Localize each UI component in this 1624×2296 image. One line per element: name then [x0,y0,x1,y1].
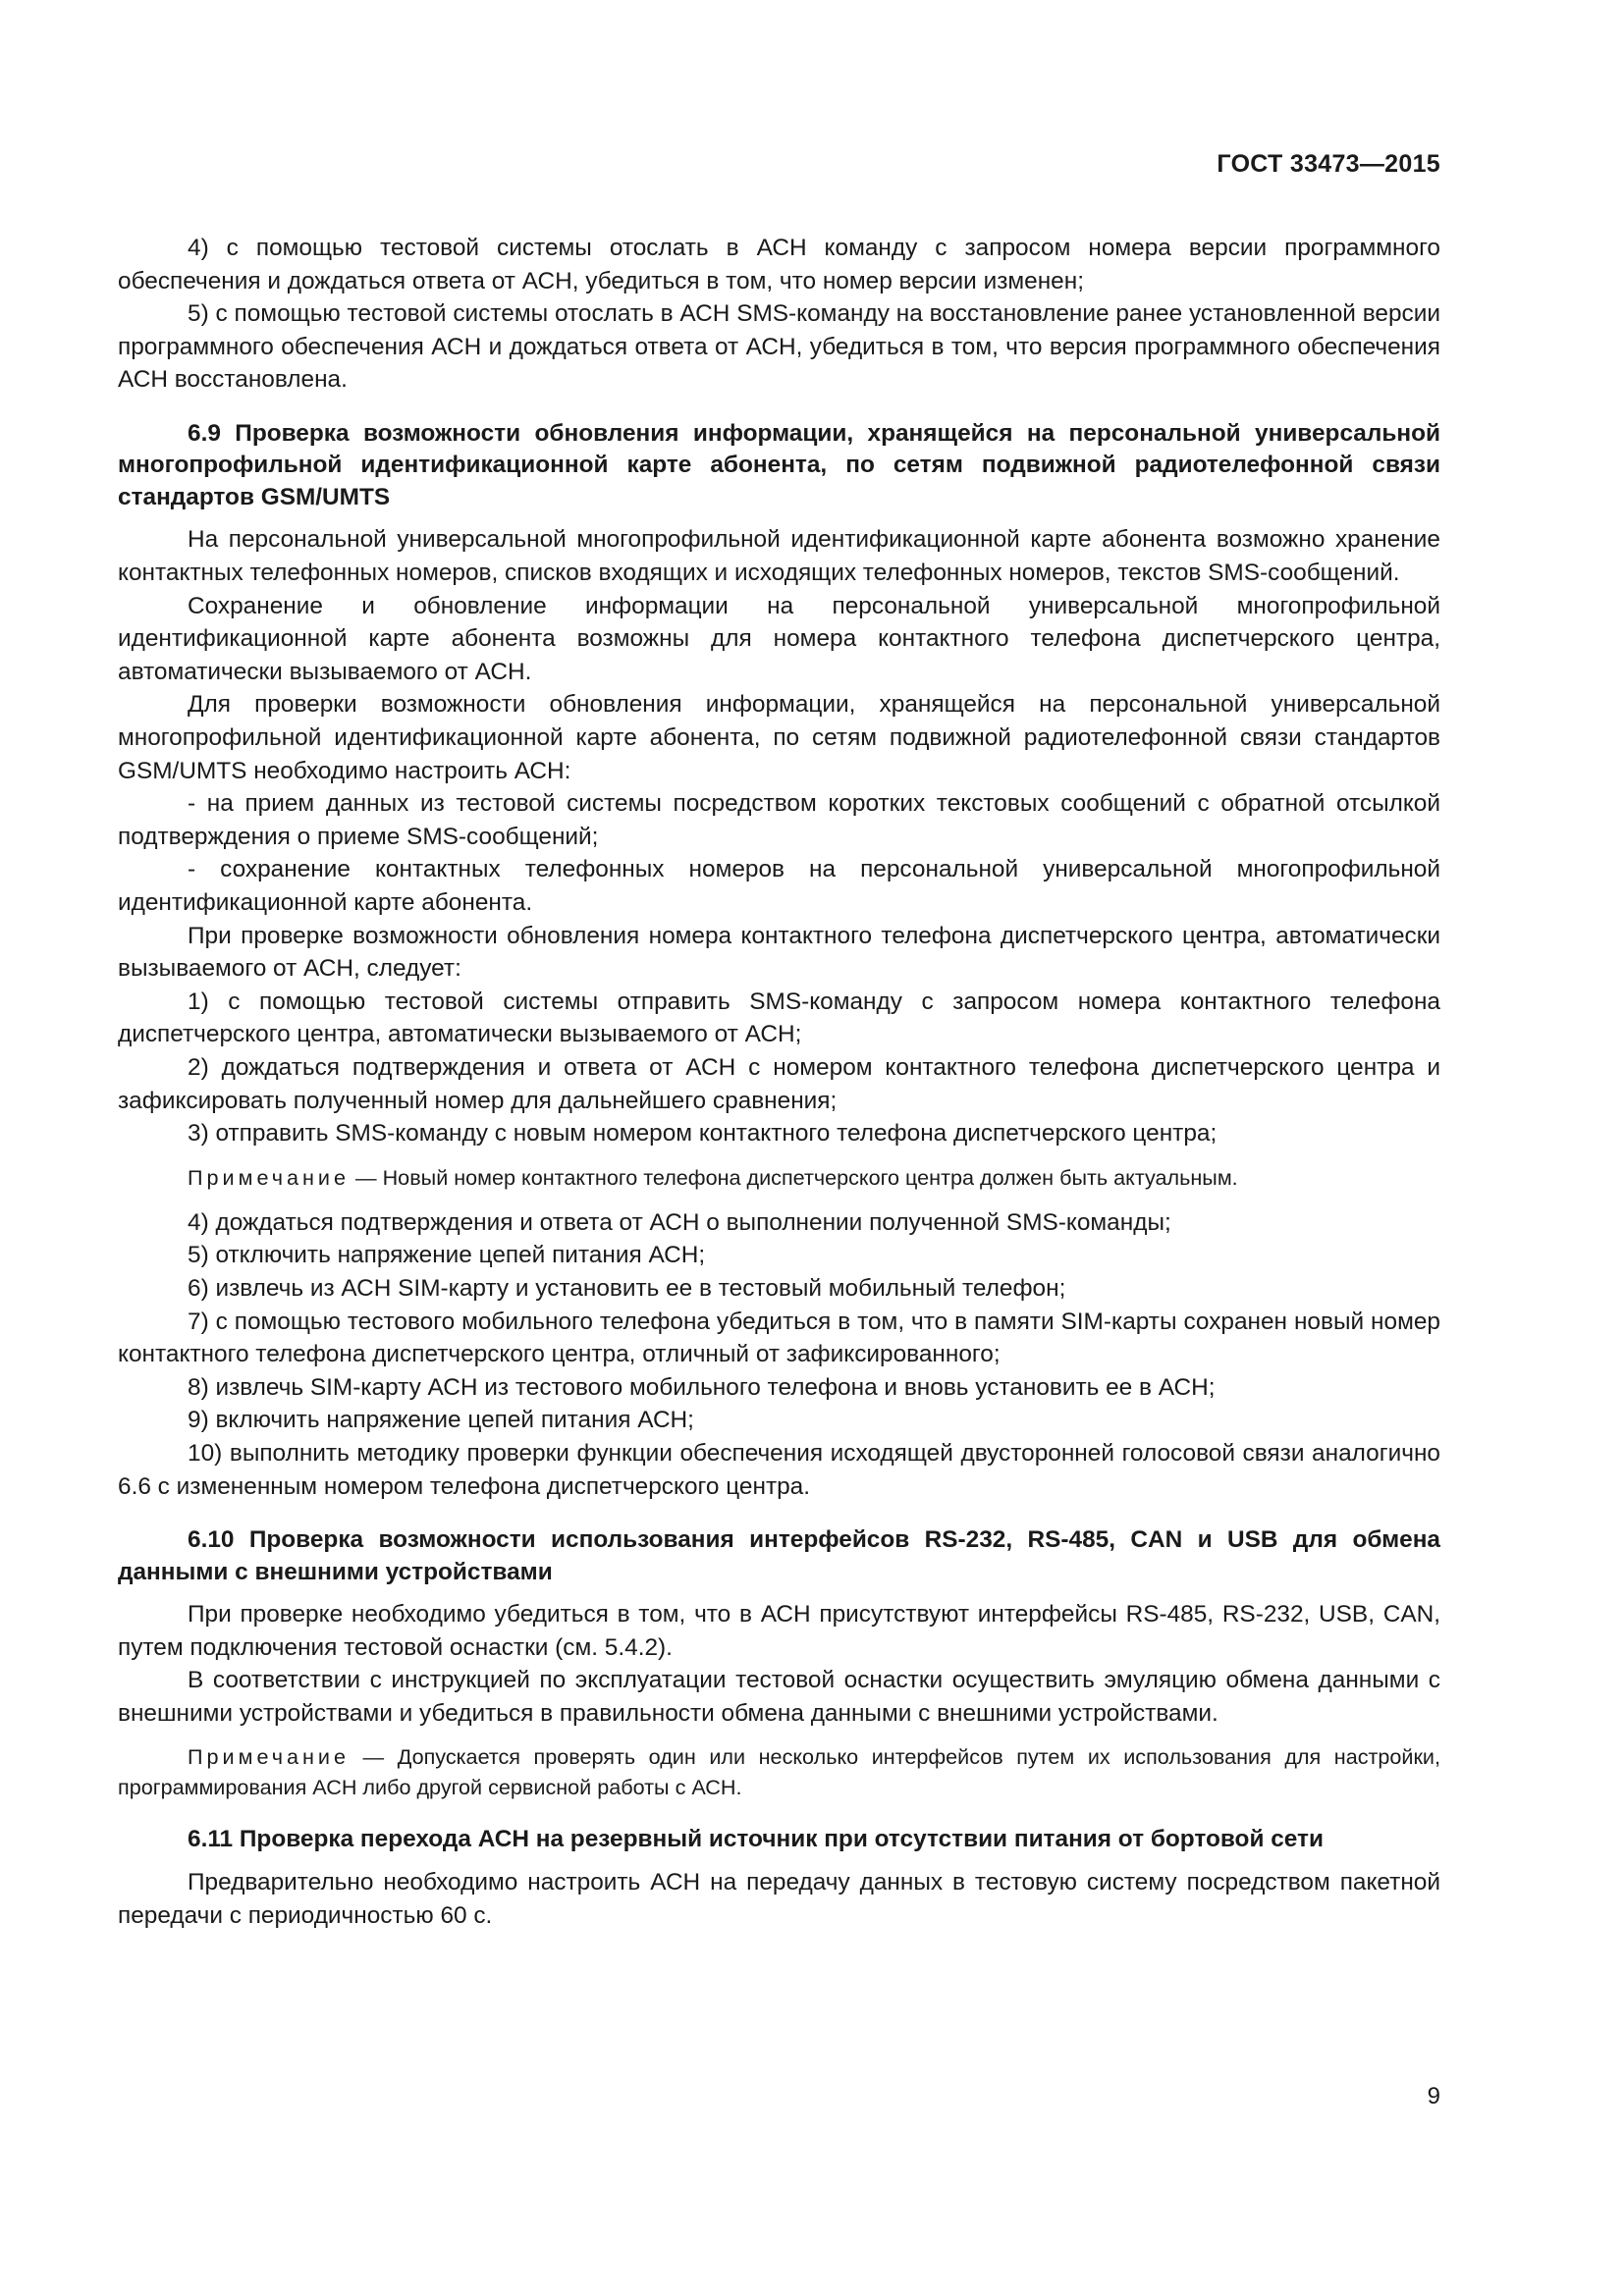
note [118,1741,1440,1802]
paragraph: Сохранение и обновление информации на персональной универсальной многопрофильной идентификационной карте абонента возможны для номера контактного телефона диспетчерского центра, автоматически вызываемого от АСН. [118,592,1440,685]
list-item: 5) отключить напряжение цепей питания АСН; [188,1242,706,1269]
list-item: - сохранение контактных телефонных номеров на персональной универсальной многопрофильной идентификационной карте абонента. [118,856,1440,916]
note-label: Примечание [188,1164,350,1190]
list-item: 1) с помощью тестовой системы отправить SMS-команду с запросом номера контактного телефона диспетчерского центра, автоматически вызываемого от АСН; [118,988,1440,1048]
list-item: 3) отправить SMS-команду с новым номером контактного телефона диспетчерского центра; [188,1120,1218,1148]
note-text: — Новый номер контактного телефона диспетчерского центра должен быть актуальным. [350,1164,1238,1190]
document-page [118,0,1440,2296]
paragraph: При проверке возможности обновления номера контактного телефона диспетчерского центра, автоматически вызываемого от АСН, следует: [118,922,1440,983]
section-heading-6-11: 6.11 Проверка перехода АСН на резервный источник при отсутствии питания от бортовой сети [188,1826,1324,1853]
list-item: 8) извлечь SIM-карту АСН из тестового мобильного телефона и вновь установить ее в АСН; [188,1373,1216,1401]
paragraph: 5) с помощью тестовой системы отослать в АСН SMS-команду на восстановление ранее установленной версии программного обеспечения АСН и дождаться ответа от АСН, убедиться в том, что версия программного обеспечения АСН восстановлена. [118,300,1440,394]
section-heading-6-9: 6.9 Проверка возможности обновления информации, хранящейся на персональной универсальной многопрофильной идентификационной карте абонента, по сетям подвижной радиотелефонной связи стандартов GSM/UMTS [118,419,1440,510]
paragraph: При проверке необходимо убедиться в том, что в АСН присутствуют интерфейсы RS-485, RS-232, USB, CAN, путем подключения тестовой оснастки (см. 5.4.2). [118,1601,1440,1661]
paragraph: 4) с помощью тестовой системы отослать в АСН команду с запросом номера версии программного обеспечения и дождаться ответа от АСН, убедиться в том, что номер версии изменен; [118,235,1440,294]
paragraph: На персональной универсальной многопрофильной идентификационной карте абонента возможно хранение контактных телефонных номеров, списков входящих и исходящих телефонных номеров, текстов SMS-сообщений. [118,526,1440,587]
list-item: 10) выполнить методику проверки функции обеспечения исходящей двусторонней голосовой связи аналогично 6.6 с измененным номером телефона диспетчерского центра. [118,1439,1440,1500]
page-number: 9 [1427,2083,1440,2109]
note-label: Примечание [188,1744,350,1770]
paragraph: Предварительно необходимо настроить АСН на передачу данных в тестовую систему посредством пакетной передачи с периодичностью 60 с. [118,1868,1440,1929]
note [118,1162,1440,1193]
note-text: — Допускается проверять один или несколько интерфейсов путем их использования для настройки, программирования АСН либо другой сервисной работы с АСН. [118,1744,1440,1800]
paragraph: В соответствии с инструкцией по эксплуатации тестовой оснастки осуществить эмуляцию обмена данными с внешними устройствами и убедиться в правильности обмена данными с внешними устройствами. [118,1667,1440,1727]
section-heading-6-10: 6.10 Проверка возможности использования интерфейсов RS-232, RS-485, CAN и USB для обмена данными с внешними устройствами [118,1526,1441,1585]
list-item: 9) включить напряжение цепей питания АСН; [188,1407,694,1434]
list-item: 4) дождаться подтверждения и ответа от АСН о выполнении полученной SMS-команды; [188,1208,1171,1236]
paragraph: Для проверки возможности обновления информации, хранящейся на персональной универсальной многопрофильной идентификационной карте абонента, по сетям подвижной радиотелефонной связи стандартов GSM/UMTS необходимо настроить АСН: [118,691,1440,784]
list-item: 2) дождаться подтверждения и ответа от АСН с номером контактного телефона диспетчерского центра и зафиксировать полученный номер для дальнейшего сравнения; [118,1053,1440,1114]
list-item: 6) извлечь из АСН SIM-карту и установить ее в тестовый мобильный телефон; [188,1274,1066,1302]
list-item: - на прием данных из тестовой системы посредством коротких текстовых сообщений с обратной отсылкой подтверждения о приеме SMS-сообщений; [118,790,1440,850]
list-item: 7) с помощью тестового мобильного телефона убедиться в том, что в памяти SIM-карты сохранен новый номер контактного телефона диспетчерского центра, отличный от зафиксированного; [118,1308,1440,1368]
document-body [118,232,1440,1932]
standard-designation: ГОСТ 33473—2015 [1217,150,1440,178]
